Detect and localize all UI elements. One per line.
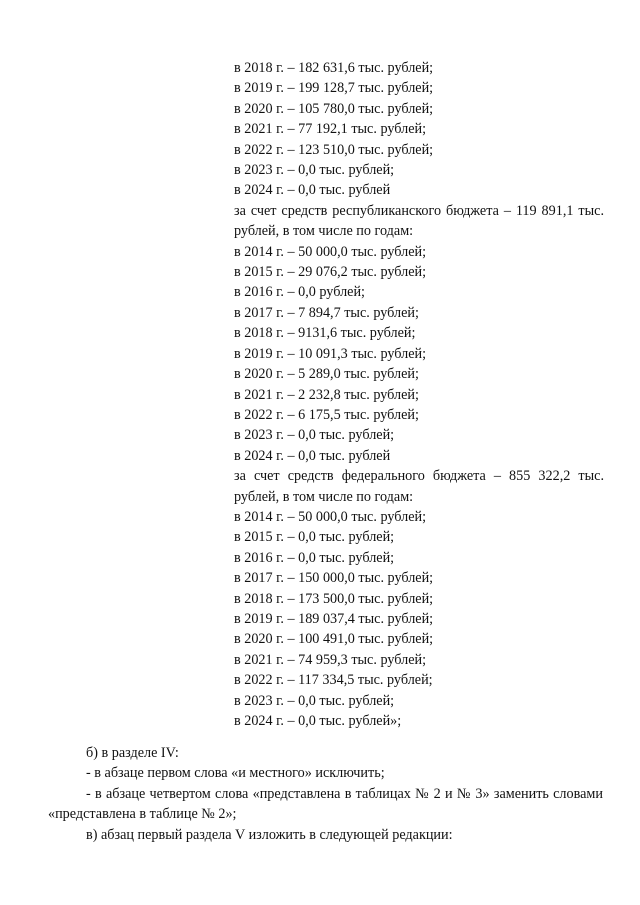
year-amount-line: в 2022 г. – 123 510,0 тыс. рублей; [234,141,434,158]
republican-budget-lines [234,242,604,466]
federal-budget-header: за счет средств федерального бюджета – 855 322,2 тыс. рублей, в том числе по годам: [234,468,604,505]
section-v-heading: в) абзац первый раздела V изложить в следующей редакции: [86,826,453,843]
year-amount-line: в 2020 г. – 100 491,0 тыс. рублей; [234,631,434,648]
total-funding-lines [234,58,604,201]
year-amount-line: в 2021 г. – 77 192,1 тыс. рублей; [234,121,427,138]
federal-budget-lines [234,507,604,731]
year-amount-line: в 2019 г. – 189 037,4 тыс. рублей; [234,610,434,627]
year-amount-line: в 2023 г. – 0,0 тыс. рублей; [234,427,395,444]
year-amount-line: в 2022 г. – 6 175,5 тыс. рублей; [234,406,419,423]
year-amount-line: в 2024 г. – 0,0 тыс. рублей [234,447,391,464]
year-amount-line: в 2023 г. – 0,0 тыс. рублей; [234,692,395,709]
year-amount-line: в 2014 г. – 50 000,0 тыс. рублей; [234,243,427,260]
year-amount-line: в 2018 г. – 182 631,6 тыс. рублей; [234,60,434,76]
year-amount-line: в 2017 г. – 7 894,7 тыс. рублей; [234,304,419,321]
year-amount-line: в 2018 г. – 9131,6 тыс. рублей; [234,325,416,342]
year-amount-line: в 2021 г. – 74 959,3 тыс. рублей; [234,651,427,668]
year-amount-line: в 2016 г. – 0,0 рублей; [234,284,365,301]
amendment-item-2: - в абзаце четвертом слова «представлена в таблицах № 2 и № 3» заменить словами «представлена в таблице № 2»; [48,785,603,823]
amendments-block [48,743,603,845]
year-amount-line: в 2016 г. – 0,0 тыс. рублей; [234,549,395,566]
republican-budget-header: за счет средств республиканского бюджета – 119 891,1 тыс. рублей, в том числе по годам: [234,202,604,240]
year-amount-line: в 2020 г. – 105 780,0 тыс. рублей; [234,100,434,117]
year-amount-line: в 2017 г. – 150 000,0 тыс. рублей; [234,570,434,587]
amendment-item-1: - в абзаце первом слова «и местного» исключить; [86,765,385,782]
year-amount-line: в 2020 г. – 5 289,0 тыс. рублей; [234,366,419,383]
funding-block [234,58,604,731]
year-amount-line: в 2024 г. – 0,0 тыс. рублей [234,182,391,199]
year-amount-line: в 2022 г. – 117 334,5 тыс. рублей; [234,672,433,689]
year-amount-line: в 2019 г. – 10 091,3 тыс. рублей; [234,345,427,362]
year-amount-line: в 2019 г. – 199 128,7 тыс. рублей; [234,80,434,97]
year-amount-line: в 2023 г. – 0,0 тыс. рублей; [234,162,395,179]
year-amount-line: в 2021 г. – 2 232,8 тыс. рублей; [234,386,419,403]
year-amount-line: в 2018 г. – 173 500,0 тыс. рублей; [234,590,434,607]
year-amount-line: в 2024 г. – 0,0 тыс. рублей»; [234,713,402,729]
year-amount-line: в 2015 г. – 0,0 тыс. рублей; [234,529,395,546]
section-b-heading: б) в разделе IV: [86,745,179,761]
year-amount-line: в 2015 г. – 29 076,2 тыс. рублей; [234,264,427,281]
year-amount-line: в 2014 г. – 50 000,0 тыс. рублей; [234,508,427,525]
